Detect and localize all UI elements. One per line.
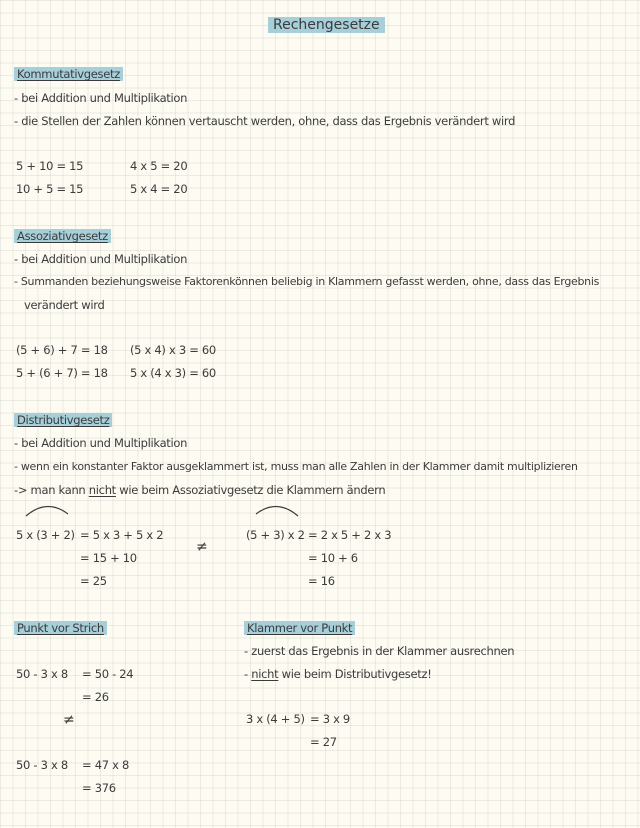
punkt-ex1-r1: = 50 - 24	[82, 667, 134, 681]
assoziativ-line3: verändert wird	[24, 298, 105, 312]
page-title: Rechengesetze	[268, 17, 385, 33]
assoziativ-line2: - Summanden beziehungsweise Faktorenkönnen beliebig in Klammern gefasst werden, ohne, dass das Ergebnis	[14, 275, 600, 288]
punkt-neq: ≠	[63, 712, 75, 728]
punkt-ex1-expr: 50 - 3 x 8	[16, 667, 68, 681]
distributiv-line1: - bei Addition und Multiplikation	[14, 436, 188, 450]
klammer-line2-emph: nicht	[251, 667, 279, 681]
punkt-ex2-r2: = 376	[82, 781, 116, 795]
distributiv-left-r2: = 15 + 10	[80, 551, 137, 565]
klammer-heading: Klammer vor Punkt	[244, 621, 355, 635]
punkt-ex1-r2: = 26	[82, 690, 109, 704]
kommutativ-ex2: 10 + 5 = 15	[16, 182, 84, 196]
punkt-ex2-expr: 50 - 3 x 8	[16, 758, 68, 772]
distributiv-heading: Distributivgesetz	[14, 413, 112, 427]
klammer-ex-r2: = 27	[310, 735, 337, 749]
klammer-line2-pre: -	[244, 667, 252, 681]
kommutativ-ex1: 5 + 10 = 15	[16, 159, 84, 173]
assoziativ-ex1: (5 + 6) + 7 = 18	[16, 343, 108, 357]
distributiv-right-r3: = 16	[308, 574, 335, 588]
distributiv-line2: - wenn ein konstanter Faktor ausgeklammert ist, muss man alle Zahlen in der Klammer damit multiplizieren	[14, 460, 578, 473]
kommutativ-line1: - bei Addition und Multiplikation	[14, 91, 188, 105]
klammer-line1: - zuerst das Ergebnis in der Klammer ausrechnen	[244, 644, 515, 658]
klammer-ex-expr: 3 x (4 + 5)	[246, 712, 305, 726]
distributiv-neq: ≠	[196, 539, 208, 555]
klammer-line2	[244, 667, 432, 681]
assoziativ-ex4: 5 x (4 x 3) = 60	[130, 366, 216, 380]
punkt-ex2-r1: = 47 x 8	[82, 758, 129, 772]
distributive-arc-left	[22, 500, 72, 518]
distributive-arc-right	[252, 500, 302, 518]
distributiv-line3-pre: -> man kann	[14, 483, 89, 497]
punkt-heading: Punkt vor Strich	[14, 621, 107, 635]
klammer-line2-post: wie beim Distributivgesetz!	[278, 667, 432, 681]
assoziativ-line1: - bei Addition und Multiplikation	[14, 252, 188, 266]
distributiv-left-expr: 5 x (3 + 2)	[16, 528, 75, 542]
distributiv-left-r3: = 25	[80, 574, 107, 588]
assoziativ-ex3: (5 x 4) x 3 = 60	[130, 343, 216, 357]
assoziativ-heading: Assoziativgesetz	[14, 229, 111, 243]
distributiv-line3-post: wie beim Assoziativgesetz die Klammern ändern	[115, 483, 386, 497]
distributiv-line3-emph: nicht	[88, 483, 116, 497]
distributiv-right-expr: (5 + 3) x 2	[246, 528, 305, 542]
kommutativ-ex4: 5 x 4 = 20	[130, 182, 188, 196]
kommutativ-ex3: 4 x 5 = 20	[130, 159, 188, 173]
assoziativ-ex2: 5 + (6 + 7) = 18	[16, 366, 108, 380]
distributiv-right-r2: = 10 + 6	[308, 551, 358, 565]
kommutativ-line2: - die Stellen der Zahlen können vertauscht werden, ohne, dass das Ergebnis verändert wird	[14, 114, 516, 128]
distributiv-right-r1: = 2 x 5 + 2 x 3	[308, 528, 392, 542]
kommutativ-heading: Kommutativgesetz	[14, 67, 123, 81]
klammer-ex-r1: = 3 x 9	[310, 712, 350, 726]
distributiv-left-r1: = 5 x 3 + 5 x 2	[80, 528, 164, 542]
distributiv-line3	[14, 483, 385, 497]
